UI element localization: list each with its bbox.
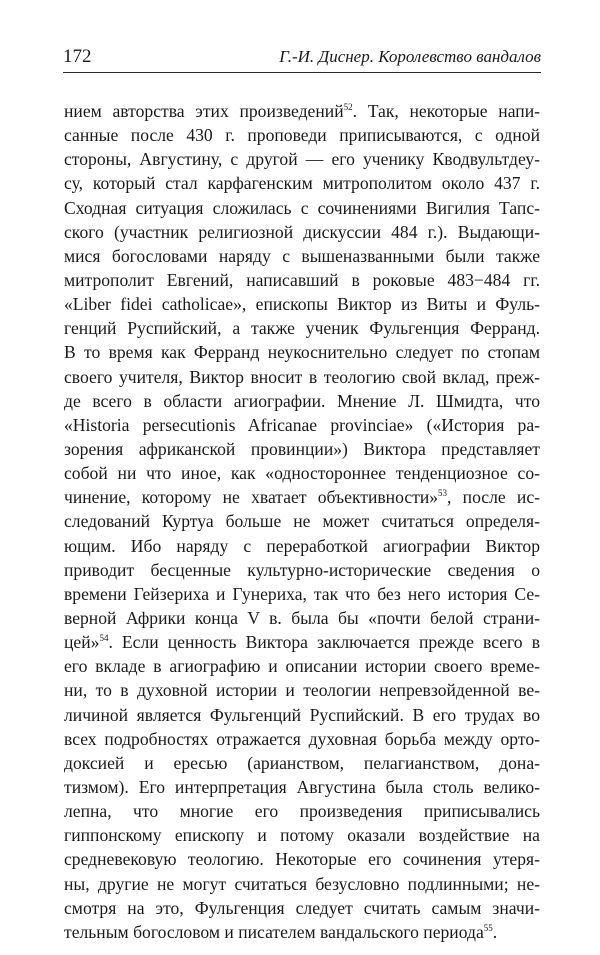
- line-text: «Liber fidei catholicae», епископы Виктор из Виты и Фуль-: [64, 294, 540, 315]
- line-text: доксией и ересью (арианством, пелагианством, дона-: [64, 752, 540, 773]
- line-text: чинение, которому не хватает объективности»: [64, 487, 439, 508]
- line-text: приводит бесценные культурно-исторические сведения о: [64, 559, 540, 580]
- line-text: своего учителя, Виктор вносит в теологию свой вклад, преж-: [64, 366, 540, 387]
- line-text: всех подробностях отражается духовная борьба между орто-: [64, 728, 540, 749]
- line-text: цей»: [64, 632, 100, 653]
- line-text: санные после 430 г. проповеди приписываются, с одной: [64, 125, 540, 146]
- line-text: «Historia persecutionis Africanae provinciae» («История ра-: [64, 414, 540, 435]
- text-line: [64, 171, 540, 195]
- text-line: [64, 389, 540, 413]
- line-text: собой ни что иное, как «одностороннее тенденциозное со-: [64, 463, 540, 484]
- line-text: мися богословами наряду с вышеназванными были также: [64, 245, 540, 266]
- text-line: [64, 896, 540, 920]
- line-text-after: . Если ценность Виктора заключается прежде всего в: [108, 632, 540, 653]
- text-line: [64, 751, 540, 775]
- text-line: [64, 123, 540, 147]
- line-text: ни, то в духовной истории и теологии непревзойденной ве-: [64, 680, 540, 701]
- line-text: ны, другие не могут считаться безусловно подлинными; не-: [64, 873, 540, 894]
- text-line: [64, 703, 540, 727]
- line-text: де всего в области агиографии. Мнение Л. Шмидта, что: [64, 390, 540, 411]
- footnote-ref: 53: [438, 488, 448, 499]
- text-line: [64, 847, 540, 871]
- text-line: [64, 244, 540, 268]
- line-text: верной Африки конца V в. была бы «почти белой страни-: [64, 607, 540, 628]
- text-line: [64, 823, 540, 847]
- text-line: [64, 365, 540, 389]
- text-line: [64, 630, 540, 654]
- text-line: [64, 558, 540, 582]
- text-line: [64, 268, 540, 292]
- text-line: [64, 461, 540, 485]
- page-number: 172: [63, 46, 92, 67]
- line-text-after: . Так, некоторые напи-: [352, 101, 540, 121]
- line-text: тельным богословом и писателем вандальского периода: [64, 921, 484, 942]
- line-text: генций Руспийский, а также ученик Фульгенция Ферранд.: [64, 318, 540, 339]
- line-text: гиппонскому епископу и потому оказали воздействие на: [64, 825, 540, 846]
- line-text: смотря на это, Фульгенция следует считать самым значи-: [64, 897, 540, 918]
- line-text: следований Куртуа больше не может считаться определя-: [64, 511, 540, 532]
- text-line: [64, 147, 540, 171]
- line-text: В то время как Ферранд неукоснительно следует по стопам: [64, 342, 540, 363]
- line-text: митрополит Евгений, написавший в роковые 483−484 гг.: [64, 269, 540, 290]
- header-rule: [63, 72, 541, 73]
- text-line: [64, 340, 540, 364]
- footnote-ref: 52: [343, 102, 353, 112]
- line-text: средневековую теологию. Некоторые его сочинения утеря-: [64, 849, 540, 870]
- text-line: [64, 220, 540, 244]
- text-line: [64, 654, 540, 678]
- text-line: [64, 799, 540, 823]
- line-text: его вкладе в агиографию и описании истории своего време-: [64, 656, 540, 677]
- text-line: [64, 727, 540, 751]
- page-header: [63, 42, 541, 72]
- text-line: [64, 292, 540, 316]
- text-line: [64, 99, 540, 123]
- text-line: [64, 485, 540, 509]
- text-line: [64, 606, 540, 630]
- text-line: [64, 413, 540, 437]
- text-line: [64, 872, 540, 896]
- text-line: [64, 582, 540, 606]
- text-line: [64, 437, 540, 461]
- running-title: Г.-И. Диснер. Королевство вандалов: [279, 47, 541, 66]
- text-line: [64, 775, 540, 799]
- line-text: зорения африканской провинции») Виктора представляет: [64, 438, 540, 459]
- text-line: [64, 920, 540, 944]
- text-line: [64, 678, 540, 702]
- body-text: [64, 99, 540, 944]
- line-text: стороны, Августину, с другой — его ученику Кводвультдеу-: [64, 149, 540, 170]
- footnote-ref: 54: [99, 633, 109, 644]
- text-line: [64, 534, 540, 558]
- line-text: ского (участник религиозной дискуссии 484 г.). Выдающи-: [64, 221, 540, 242]
- line-text-after: .: [492, 921, 498, 942]
- text-line: [64, 196, 540, 220]
- text-line: [64, 316, 540, 340]
- line-text: личиной является Фульгенций Руспийский. В его трудах во: [64, 704, 540, 725]
- line-text: ющим. Ибо наряду с переработкой агиографии Виктор: [64, 535, 540, 556]
- footnote-ref: 55: [483, 922, 493, 933]
- line-text-after: , после ис-: [447, 487, 540, 508]
- line-text: тизмом). Его интерпретация Августина была столь велико-: [64, 776, 540, 797]
- line-text: нием авторства этих произведений: [64, 101, 344, 121]
- line-text: Сходная ситуация сложилась с сочинениями Вигилия Тапс-: [64, 197, 540, 218]
- line-text: су, который стал карфагенским митрополитом около 437 г.: [64, 173, 540, 194]
- line-text: времени Гейзериха и Гунериха, так что без него история Се-: [64, 583, 540, 604]
- text-line: [64, 509, 540, 533]
- line-text: лепна, что многие его произведения приписывались: [64, 801, 540, 822]
